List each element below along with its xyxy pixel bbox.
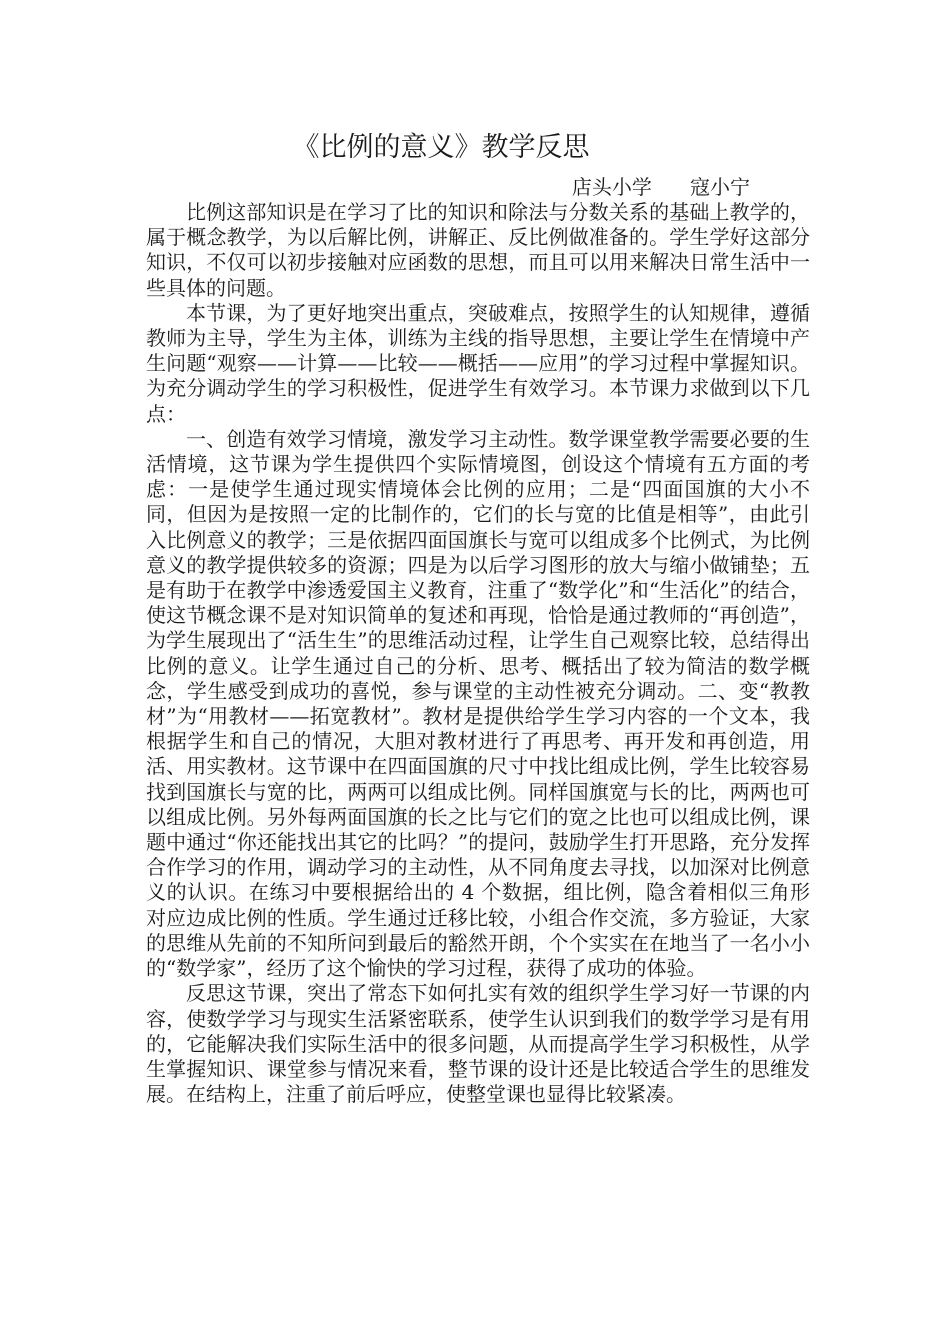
author-line: 店头小学 寇小宁 [571, 175, 750, 199]
paragraph-reflection: 反思这节课，突出了常态下如何扎实有效的组织学生学习好一节课的内容，使数学学习与现实生活紧密联系，使学生认识到我们的数学学习是有用的，它能解决我们实际生活中的很多问题，从而提高学生学习积极性，从学生掌握知识、课堂参与情况来看，整节课的设计还是比较适合学生的思维发展。在结构上，注重了前后呼应，使整堂课也显得比较紧凑。 [146, 981, 810, 1107]
document-body [146, 200, 810, 1107]
document-title: 《比例的意义》教学反思 [292, 132, 590, 163]
paragraph-points: 一、创造有效学习情境，激发学习主动性。数学课堂教学需要必要的生活情境，这节课为学生提供四个实际情境图，创设这个情境有五方面的考虑：一是使学生通过现实情境体会比例的应用；二是“四面国旗的大小不同，但因为是按照一定的比制作的，它们的长与宽的比值是相等”，由此引入比例意义的教学；三是依据四面国旗长与宽可以组成多个比例式，为比例意义的教学提供较多的资源；四是为以后学习图形的放大与缩小做铺垫；五是有助于在教学中渗透爱国主义教育，注重了“数学化”和“生活化”的结合，使这节概念课不是对知识简单的复述和再现，恰恰是通过教师的“再创造”，为学生展现出了“活生生”的思维活动过程，让学生自己观察比较，总结得出比例的意义。让学生通过自己的分析、思考、概括出了较为简洁的数学概念，学生感受到成功的喜悦，参与课堂的主动性被充分调动。二、变“教教材”为“用教材——拓宽教材”。教材是提供给学生学习内容的一个文本，我根据学生和自己的情况，大胆对教材进行了再思考、再开发和再创造，用活、用实教材。这节课中在四面国旗的尺寸中找比组成比例，学生比较容易找到国旗长与宽的比，两两可以组成比例。同样国旗宽与长的比，两两也可以组成比例。另外每两面国旗的长之比与它们的宽之比也可以组成比例，课题中通过“你还能找出其它的比吗？”的提问，鼓励学生打开思路，充分发挥合作学习的作用，调动学习的主动性，从不同角度去寻找，以加深对比例意义的认识。在练习中要根据给出的 4 个数据，组比例，隐含着相似三角形对应边成比例的性质。学生通过迁移比较，小组合作交流，多方验证，大家的思维从先前的不知所问到最后的豁然开朗，个个实实在在地当了一名小小的“数学家”，经历了这个愉快的学习过程，获得了成功的体验。 [146, 426, 810, 981]
paragraph-approach: 本节课，为了更好地突出重点，突破难点，按照学生的认知规律，遵循教师为主导，学生为主体，训练为主线的指导思想，主要让学生在情境中产生问题“观察——计算——比较——概括——应用”的学习过程中掌握知识。为充分调动学生的学习积极性，促进学生有效学习。本节课力求做到以下几点： [146, 300, 810, 426]
paragraph-intro: 比例这部知识是在学习了比的知识和除法与分数关系的基础上教学的，属于概念教学，为以后解比例，讲解正、反比例做准备的。学生学好这部分知识，不仅可以初步接触对应函数的思想，而且可以用来解决日常生活中一些具体的问题。 [146, 200, 810, 300]
